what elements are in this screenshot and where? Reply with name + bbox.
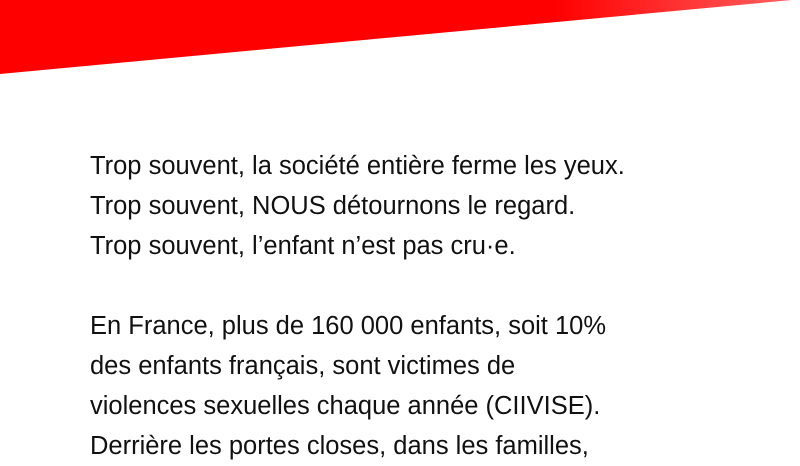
text-line: Trop souvent, l’enfant n’est pas cru·e. bbox=[90, 232, 516, 260]
paragraph-statistics bbox=[90, 306, 606, 466]
red-banner-shape bbox=[0, 0, 800, 80]
text-line: Trop souvent, NOUS détournons le regard. bbox=[90, 192, 576, 220]
text-line: violences sexuelles chaque année (CIIVISE). bbox=[90, 392, 601, 420]
text-line: Derrière les portes closes, dans les familles, bbox=[90, 432, 589, 460]
text-line: Trop souvent, la société entière ferme les yeux. bbox=[90, 152, 625, 180]
text-line: En France, plus de 160 000 enfants, soit 10% bbox=[90, 312, 607, 340]
paragraph-intro bbox=[90, 146, 625, 266]
text-line: des enfants français, sont victimes de bbox=[90, 352, 516, 380]
